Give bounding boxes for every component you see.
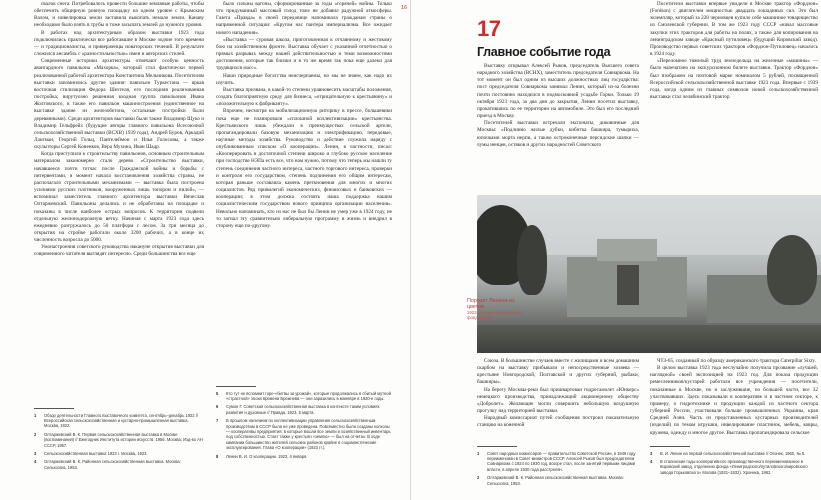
photo-tree [767,235,817,305]
left-page-column-2 [216,1,392,351]
paragraph: Выставка призвана, в какой-то степени уравновесить масштабы положения, создать благоприятную среду для бизнеса, «отрицательную к крестьянину» и «положительную к фабриканту». [216,86,392,108]
paragraph: Народный комиссариат путей сообщения построил показательную станцию на конечной [477,415,639,429]
footnote-list [477,451,639,486]
chapter-title: Главное событие года [477,45,611,59]
footnote-list [216,391,392,459]
footnote-number: 4 [34,459,37,465]
paragraph: Выставку открывал Алексей Рыков, председатель Высшего совета народного хозяйства (ВСНХ), заместитель председателя Совнаркома. На тот момент он был одним из высших должностных лиц государства: пост председателя Совнаркома занимал Ленин, который из-за болезни почти постоянно находился в подмосковной усадьбе Горки. Только 19 октября 1923 года, за два дня до закрытия, Ленин посетил выставку, прокатившись по ее территории на автомобиле. Это был его последний приезд в Москву. [477,63,639,120]
footnote-text: Олтаржевский В. К. Районная сельскохозяйственная выставка. Москва: Сельхозгиз, 1953. [44,459,181,470]
footnote [650,459,818,475]
right-footnotes-2 [650,446,818,500]
footnote-text: В прошлом наличием по коллективизации управления сельскохозяйственным производством в СССР была не уже проведена. Повсеместно были созданы колхозы — кооперативы предприятия, в которые вошли все земли и хозяйственный инвентарь под собственностью. Стоит также у крестьян «землю» — был на отчетах. В ходе кампании большинство жителей сельских районов крайне в социалистические эксплуатирования. Глава «О кооперации» (1923 гг.). [226,418,391,451]
footnote [477,475,639,486]
right-page-column-4 [650,358,818,442]
paragraph: было сильны вагоны, сформированные за годы «горячей» войны. Только что придуманный массовый голод тоже не добавил радужной атмосферы. Газета «Правда» в своей передовице напоминала гражданам страны о напряженной ситуации: «Кругом нас пантера империализма. Все ожидает нового нападения». [216,1,392,36]
caption-title: Портрет Ленина из цветов [467,298,515,310]
footnote-text: В. И. Ленин на первой сельскохозяйственной выставке // Огонек, 1960, № 5. [660,450,806,456]
paragraph: В работах над архитектурным образом выставки 1923 года подключились практически все работавшие в Москве зодчие того времени — и традиционалисты, и приверженцы новаторских течений. В результате сложился ансамбль с «разностильностью» имен и авторских стилей. [34,29,204,58]
footnote-text: Сумон Г. Советская сельскохозяйственная выставка в контексте таким условиях развития и духовные // Правда. 1923, 5 марта. [226,404,380,415]
footnote-number: 7 [216,418,219,424]
footnote [216,391,392,402]
footnote-list [650,451,818,476]
footnote-number: 6 [216,404,219,410]
footnote [34,459,204,470]
paragraph: Посетители выставки впервые увидели в Москве трактор «Фордзон» (Fordson) с двигателем мощностью двадцать лошадиных сил. Это был экземпляр, который за 228 черновцев купило себе машинное товарищество из Смоленской губернии. В том же 1923 году СССР «начал массовые закупки этих тракторов для работы на полях, а также для копирования на ленинградском заводе «Красный путиловец» (будущий Кировский завод). Производство первых советских тракторов «Фордзон-Путиловец» началось в 1924 году. [650,1,818,58]
footnote-number: 2 [477,475,480,481]
paragraph: Посетителей выставки встречали экспонаты, диковинные для Москвы: «Подлинно жилые дубки, кибитка башкира, тумыриха, юпочками морта нерпи, а также остроконечные персидские шапки — чумы ненцев, остяков и других народностей Советского [477,120,639,148]
footnote-list [34,413,204,471]
paragraph: Когда приступили к строительству павильонов, основным строительным материалом закономерно стало дерево. «Строительство выставки, начавшееся почти тотчас после Гражданской войны и борьбы с интервентами, в момент начала восстановления хозяйства страны, не располагало строительными механизмами — выставка была построена усилиями русских плотников, вооруженных лишь топором и пилой», — вспоминал заместитель главного архитектора выставки Вячеслав Олтаржевский. Павильоны делались и не обработаны на площадке и показаны в числе наиболее острых вопросов. К территории подвели отдельную железнодорожную ветку. Начиная с марта 1923 года здесь ежедневно разгружалось до 50 платформ с лесом. За три месяца до открытия на стройке работали около 3200 рабочих, а в конце их численность возросла до 5000. [34,151,204,244]
footnote-text: Совет народных комиссаров — правительство Советской России, в 1946 году переименован в Совет министров СССР. Алексей Рыков был председателем Совнаркома с 1924 по 1930 год, вскоре стал, после занятий первыми лицами власти, в апреле 1930 года расстрелян. [487,450,636,472]
footnote [216,404,392,415]
photo-lenin-flower-portrait [477,195,821,353]
footnote-text: Кто тут не вспомнит горе-«битвы за урожай», которые продолжались в сбитый мутной «страстной» эпохи времени Брежнева — они заразились в маневре в 1920-е годы. [226,390,391,401]
footnote-rule [216,386,256,387]
paragraph: ЧТЗ-65, созданный по образцу американского трактора Caterpillar Sixty. [657,358,816,364]
footnote [216,418,392,450]
paragraph: На берегу Москвы-реки был пришвартован гидросамолет «Юнкерс» немецкого производства, принадлежащий акционерному обществу «Добролет». Желающие могли совершить небольшую воздушную прогулку над территорией выставки. [477,386,639,415]
footnote-number: 3 [34,451,37,457]
left-page-column-1 [34,1,204,397]
footnote-rule [34,408,74,409]
photo-ground [477,325,821,353]
footnote-rule [650,446,690,447]
footnote-number: 4 [650,459,653,464]
paragraph: свалок снега. Потребовалось провести большие земляные работы, чтобы обеспечить общирную ровную площадку на одном уровне с Крымским Валом, и нивелировка земли заставила выкопать немало земли. Канаву необходимо было взять в трубы и тоже засыпать землей до нужного уровня. [34,1,204,29]
left-page [0,0,410,500]
footnote-text: Сельскохозяйственная выставка 1923 г. Москва, 1923. [44,451,148,457]
footnote-text: Обзор деятельности Главного выставочного комитета, сентябрь–декабрь 1922 // Всероссийская сельскохозяйственная и кустарно-промышленная выставка. Москва, 1922. [44,412,198,429]
footnote-text: Ленин В. И. О кооперации. 1923, 4 января. [226,453,308,459]
footnote-number: 8 [216,453,219,459]
footnote [34,413,204,429]
photo-caption [467,298,525,321]
left-footnotes [34,408,204,500]
chapter-number: 17 [477,16,501,41]
paragraph: Союза. В большинстве случаев вместе с жилищами и всем домашним скарбом на выставку прибывали и непосредственные хозяева — крестьяне Новгородской, Полтавской и других губерний, рыбаки, башкиры». [477,358,639,386]
footnote-text: Олтаржевский В. К. Районная сельскохозяйственная выставка. Москва: Сельхозгиз, 1953. [487,475,624,486]
right-footnotes-1 [477,446,639,500]
footnote [216,454,392,459]
paragraph: Умонастроения советского руководства накануне открытия выставки для современного читателя выглядят интересно. Среди большинства все еще [34,244,204,258]
footnote-number: 3 [650,450,653,456]
paragraph: «Выставка — суровая школа, приготовленная к отчаянному и жестокому бою на хозяйственном фронте. Выставка обучает с указанной отчетностью о прямых разрывах между нашей действительностью и теми возможностями достижения, которые так близки и в то же время так пока еще далеки для трудящихся масс». [216,36,392,72]
paragraph: Впрочем, несмотря на мобилизационную риторику в прессе, большевики пока еще не планировали «сплошной коллективизации» крестьянства. Крестьянского лишь убеждали в преимуществах сельской артели, пропагандировали базовую механизацию и электрификацию, передовые, научные методы хозяйства. Руководство и действие служила наряду с опубликованным списком «О кооперации». Ленин, в частности, писал: «Кооперировать в достаточной степени широко и глубоко русское население при господстве НЭПа есть все, что нам нужно, потому что теперь мы нашли ту степень соединения частного интереса, частного торгового интереса, проверки и контроля его государством, степень подчинения его общим интересам, которая раньше составляла камень преткновения для многих и многих социалистов. Ряд привилегий экономических, финансовых и банковских — кооперации; в этом должна состоять наша поддержка нашим социалистическим государством нового принципа организации населения». Невольно напоминать, кто из нас не был бы Ленин не умер уже в 1924 году, не то загнал эту сравнительно либеральную программу в жизнь и внедрил в сторону еще по-другому. [216,108,392,229]
right-page-column-3 [477,358,639,438]
footnote-text: Олтаржевский В. К. Первая сельскохозяйственная выставка в Москве (воспоминания) // Ежегодник Института истории искусств. 1956. Москва: Изд-во АН СССР, 1957. [44,431,203,448]
footnote-number: 1 [477,450,480,456]
footnote-rule [477,446,517,447]
footnote [650,451,818,456]
left-footnotes-column-2 [216,386,392,500]
paragraph: В целом выставка 1923 года неслучайно получила прозвание «лучшей, наглядной» своей экспозицией на 1923 год. Для показа продукции ремесленников/кустарей работали все учреждения — посетители, показанные в Москве, но и заслужившие, по большей части, все 32 участвовавших. Здесь показывали в кооперативе и в частном секторе, к примеру, о гидротехнике и продукции каждой из частного сектора губерний России, участвовали больше промышленных Украины, края Средней Азии. Часть из представленных кустарных производителей (изделий) по темам игрушки, нивелирование пластинок, мебель, ковры, кружева, одежду и многое другое. Выставка пропагандировала сельское [650,365,818,436]
photo-tree [517,225,547,295]
footnote [477,451,639,473]
right-page-column-1 [477,63,639,193]
footnote [34,432,204,448]
page-number-left: 16 [401,5,408,11]
footnote [34,451,204,456]
footnote-number: 5 [216,390,219,396]
paragraph: Наши природные богатства неисчерпаемы, но мы не знаем, как надо их изучить. [216,72,392,86]
footnote-text: В сталинские годы кооперативного производственного переименованное в Кировский завод, отделению фонда «Лениградского/путиловского/кировского завода Горьковского» Москва (1931–1932). Хроника, 1962. [660,459,808,475]
paragraph: «Переломное тяжелый труд земледельца на железные «машины» — было напечатано на экскурсионном билете выставки. Трактор «Фордзон» был изображен на почтовой марке номиналом 5 рублей, посвященной Всероссийской сельскохозяйственной выставке 1923 года. Впервые с 1939 года, когда одним из главных символов новой сельскохозяйственной выставки стал челябинский трактор [650,58,818,101]
photo-building-tower [597,239,657,261]
footnote-number: 2 [34,431,37,437]
photo-portrait [617,265,639,305]
right-page-column-2 [650,1,818,193]
paragraph: Современные историки архитектуры отмечают особую ценность авангардного павильона «Махорка», который стал фактически первой реализованной работой архитектора Константина Мельникова. Посетителям выставки запомнились другие здания: павильон Туркестана — яркая восточная стилизация Федора Шехтеля, его последняя реализованная постройка; вирутуозно решенная входная группа павильонов Ивана Жолтовского, в также его павильон машиностроения (единственное на выставке здание из железобетона, остальные постройки были деревянными). Среди архитекторов выставки были также Владимир Щуко и Владимир Гельфрейх (будущие авторы главного павильона Всесоюзной сельскохозяйственной выставки (ВСХВ) 1939 года), Андрей Буров, Аркадий Лангман, Георгий Гольц, Пантелеймон и Илья Голосовы, а также скульпторы Сергей Коненков, Вера Мухина, Иван Шадр. [34,58,204,151]
caption-source: 1923. Архивный фотоархив фонд ВДНХ [467,310,522,321]
footnote-number: 1 [34,412,37,418]
